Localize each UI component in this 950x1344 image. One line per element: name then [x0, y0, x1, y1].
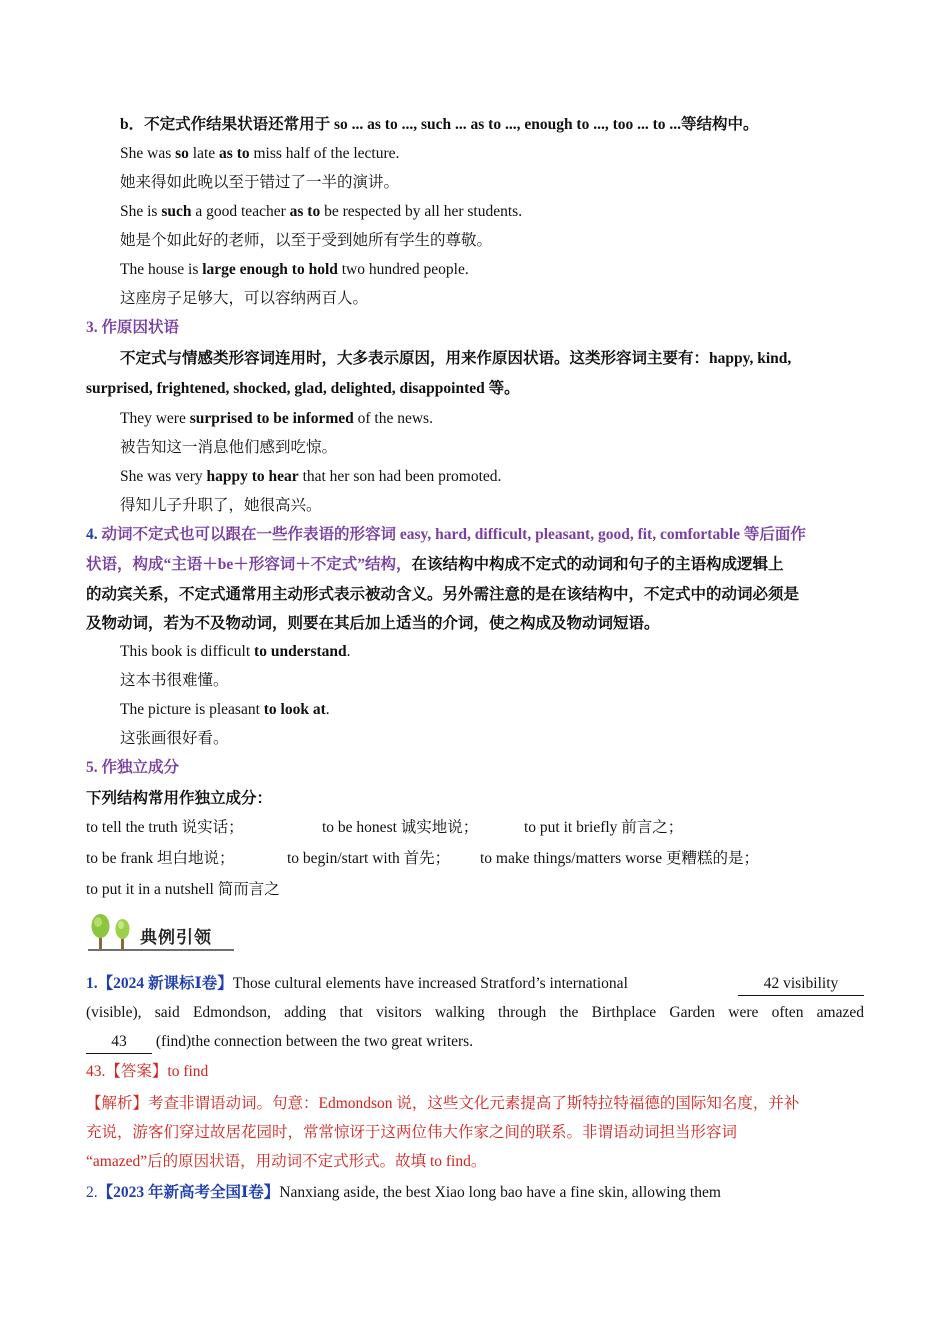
- section-5-title: 5. 作独立成分: [86, 759, 180, 776]
- phrase-item: to put it briefly 前言之；: [524, 819, 684, 836]
- section-4-line-1: [86, 524, 864, 546]
- answer-blank-43: 43: [86, 1031, 152, 1054]
- section-b-heading: b．不定式作结果状语还常用于 so ... as to ..., such ... as to ..., enough to ..., too ... to ...等结构中。: [120, 116, 759, 133]
- example-translation: 这本书很难懂。: [120, 672, 229, 689]
- example-translation: 她来得如此晚以至于错过了一半的演讲。: [120, 174, 400, 191]
- text: be respected by all her students.: [320, 203, 523, 220]
- section-4-title: 动词不定式也可以跟在一些作表语的形容词 easy, hard, difficult, pleasant, good, fit, comfortable 等后面作: [101, 526, 806, 543]
- text: .: [325, 701, 330, 718]
- keyword: to look at: [263, 701, 326, 718]
- example-sentence: [120, 466, 864, 488]
- analysis-line-3: “amazed”后的原因状语，用动词不定式形式。故填 to find。: [86, 1153, 487, 1170]
- example-sentence: [120, 699, 864, 721]
- phrase-item: to be honest 诚实地说；: [322, 819, 479, 836]
- question-2-line-1: [86, 1182, 864, 1204]
- question-1-line-1: [86, 973, 864, 996]
- section-number: 4.: [86, 526, 102, 543]
- section-4-line-4: 及物动词，若为不及物动词，则要在其后加上适当的介词，使之构成及物动词短语。: [86, 615, 660, 632]
- example-sentence: [120, 408, 864, 430]
- phrase-item: to begin/start with 首先；: [287, 850, 451, 867]
- answer-line: [86, 1061, 864, 1083]
- phrase-item: to put it in a nutshell 简而言之: [86, 881, 280, 898]
- example-sentence: [120, 201, 864, 223]
- question-text: Nanxiang aside, the best Xiao long bao have a fine skin, allowing them: [279, 1184, 721, 1201]
- section-3-title: 3. 作原因状语: [86, 319, 180, 336]
- keyword: surprised to be informed: [189, 410, 354, 427]
- text: a good teacher: [191, 203, 290, 220]
- keyword: such: [161, 203, 192, 220]
- question-1-stem-start: [86, 973, 628, 996]
- answer-blank-42: 42 visibility: [738, 973, 864, 996]
- text: late: [188, 145, 220, 162]
- keyword: so: [175, 145, 189, 162]
- answer-value: to find: [167, 1063, 209, 1080]
- example-translation: 这座房子足够大，可以容纳两百人。: [120, 290, 369, 307]
- text: .: [346, 643, 351, 660]
- text: She is: [120, 203, 162, 220]
- keyword: happy to hear: [206, 468, 299, 485]
- question-1-line-2: (visible), said Edmondson, adding that visitors walking through the Birthplace Garden were often amazed: [86, 1004, 864, 1021]
- question-number: 1.: [86, 975, 98, 992]
- question-text: Those cultural elements have increased Stratford’s international: [232, 975, 628, 992]
- text: This book is difficult: [120, 643, 255, 660]
- question-number: 2.: [86, 1184, 98, 1201]
- text: of the news.: [353, 410, 433, 427]
- phrase-item: to tell the truth 说实话；: [86, 819, 244, 836]
- section-4-line-2: [86, 554, 864, 576]
- section-3-description-cont: surprised, frightened, shocked, glad, delighted, disappointed 等。: [86, 380, 520, 397]
- text: 在该结构中构成不定式的动词和句子的主语构成逻辑上: [411, 556, 784, 573]
- phrase-item: to be frank 坦白地说；: [86, 850, 235, 867]
- banner-title: 典例引领: [140, 928, 212, 948]
- example-translation: 这张画很好看。: [120, 730, 229, 747]
- text: The picture is pleasant: [120, 701, 264, 718]
- example-translation: 她是个如此好的老师，以至于受到她所有学生的尊敬。: [120, 232, 493, 249]
- example-sentence: [120, 143, 864, 165]
- answer-label: 43.【答案】: [86, 1063, 168, 1080]
- text: that her son had been promoted.: [298, 468, 502, 485]
- example-translation: 被告知这一消息他们感到吃惊。: [120, 439, 338, 456]
- text: She was: [120, 145, 176, 162]
- example-section-banner: [88, 910, 238, 956]
- text: She was very: [120, 468, 207, 485]
- section-4-line-3: 的动宾关系，不定式通常用主动形式表示被动含义。另外需注意的是在该结构中，不定式中的动词必须是: [86, 586, 800, 603]
- question-1-line-3: [86, 1031, 864, 1054]
- text: miss half of the lecture.: [249, 145, 400, 162]
- example-translation: 得知儿子升职了，她很高兴。: [120, 497, 322, 514]
- text: The house is: [120, 261, 203, 278]
- section-3-description: 不定式与情感类形容词连用时，大多表示原因，用来作原因状语。这类形容词主要有：happy, kind,: [120, 350, 792, 367]
- keyword: as to: [289, 203, 321, 220]
- example-sentence: [120, 641, 864, 663]
- analysis-line-2: 充说，游客们穿过故居花园时，常常惊讶于这两位伟大作家之间的联系。非谓语动词担当形容词: [86, 1124, 738, 1141]
- section-5-intro: 下列结构常用作独立成分：: [86, 790, 273, 807]
- tree-icon: [88, 910, 136, 954]
- question-source: 【2023 年新高考全国Ⅰ卷】: [97, 1184, 280, 1201]
- question-source: 【2024 新课标Ⅰ卷】: [97, 975, 233, 992]
- text: two hundred people.: [337, 261, 469, 278]
- phrase-item: to make things/matters worse 更糟糕的是；: [480, 850, 759, 867]
- keyword: as to: [219, 145, 250, 162]
- section-4-title-cont: 状语，构成“主语＋be＋形容词＋不定式”结构，: [86, 556, 412, 573]
- text: They were: [120, 410, 190, 427]
- keyword: large enough to hold: [202, 261, 338, 278]
- analysis-line-1: 【解析】考查非谓语动词。句意：Edmondson 说，这些文化元素提高了斯特拉特福德的国际知名度，并补: [86, 1095, 800, 1112]
- keyword: to understand: [254, 643, 347, 660]
- banner-underline: [88, 949, 234, 951]
- example-sentence: [120, 259, 864, 281]
- question-text: (find)the connection between the two great writers.: [152, 1033, 474, 1050]
